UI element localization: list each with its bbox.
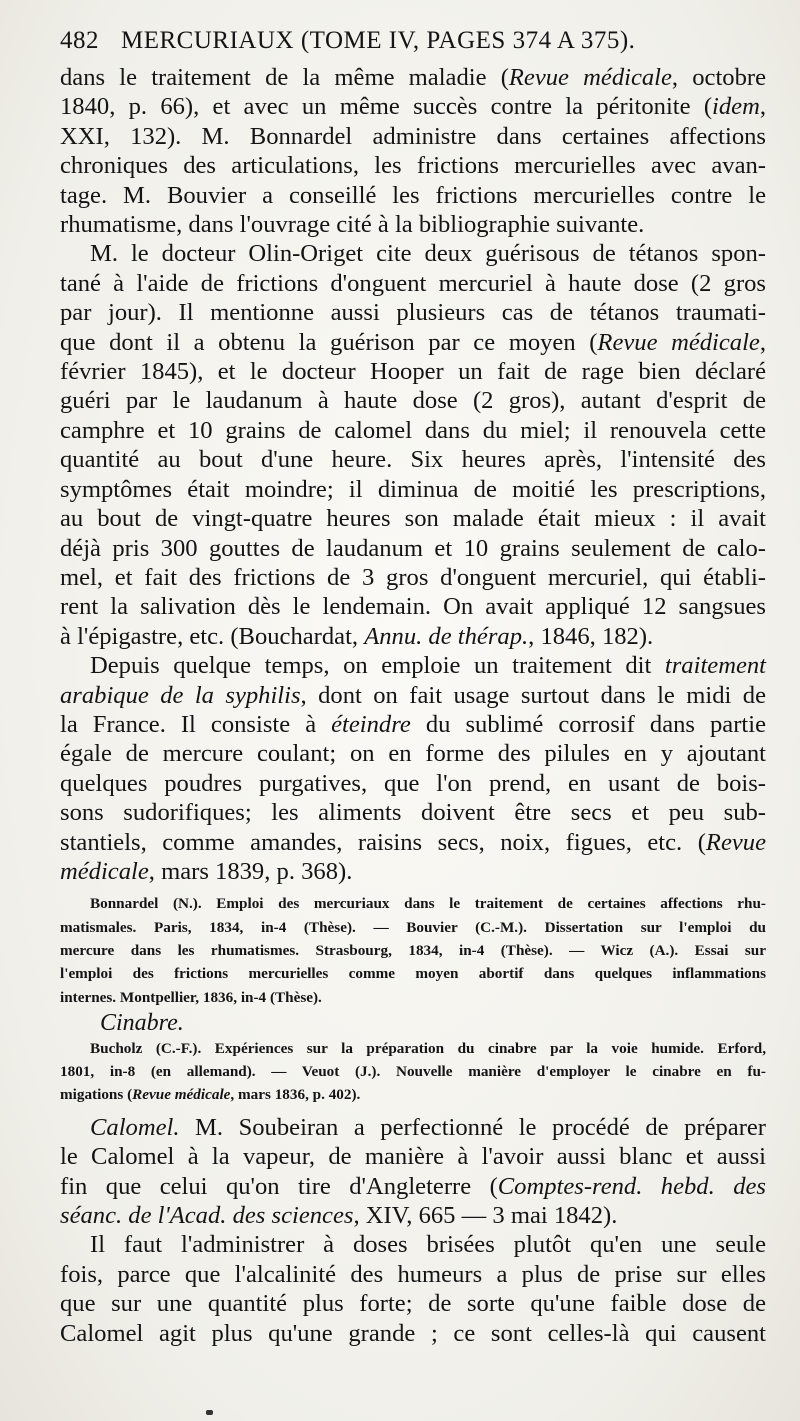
text: M. le docteur Olin-Origet cite deux guérisous de tétanos spon- (90, 240, 766, 268)
italic-text: médicale (60, 857, 149, 885)
text: XXI, 132). M. Bonnardel administre dans certaines affections (60, 122, 766, 150)
text: tage. M. Bouvier a conseillé les frictions mercurielles contre le (60, 181, 766, 209)
text: internes. Montpellier, 1836, in-4 (Thèse). (60, 988, 322, 1006)
italic-text: Revue (705, 828, 766, 856)
running-header (60, 27, 770, 55)
running-title: MERCURIAUX (TOME IV, PAGES 374 A 375). (121, 27, 636, 54)
text-line (60, 1060, 766, 1083)
text: mel, et fait des frictions de 3 gros d'onguent mercuriel, qui établi- (60, 563, 766, 591)
text: , (759, 328, 766, 356)
text: camphre et 10 grains de calomel dans du miel; il renouvela cette (60, 416, 766, 444)
text: , octobre (671, 64, 766, 91)
bibliography-mercuriaux (60, 892, 766, 1008)
text: tané à l'aide de frictions d'onguent mercuriel à haute dose (2 gros (60, 269, 766, 297)
text-line (60, 892, 766, 915)
page-number: 482 (60, 27, 99, 54)
text-line (60, 416, 766, 445)
text-line (60, 916, 766, 939)
paragraph-3 (60, 651, 766, 886)
text-line (60, 1037, 766, 1060)
text-line (60, 122, 766, 151)
text-line (60, 1260, 766, 1289)
text: stantiels, comme amandes, raisins secs, noix, figues, etc. ( (60, 828, 706, 856)
text-line (60, 386, 766, 415)
text-line (60, 939, 766, 962)
text-line (60, 857, 766, 886)
text: mercure dans les rhumatismes. Strasbourg, 1834, in-4 (Thèse). — Wicz (A.). Essai sur (60, 941, 766, 959)
text: Calomel agit plus qu'une grande ; ce sont celles-là qui causent (60, 1319, 766, 1347)
text: dans le traitement de la même maladie ( (60, 64, 509, 91)
page-body (60, 63, 766, 1348)
text: , mars 1836, p. 402). (230, 1086, 361, 1104)
text-line (60, 622, 766, 651)
text-line (60, 962, 766, 985)
text: fois, parce que l'alcalinité des humeurs a plus de prise sur elles (60, 1260, 766, 1288)
text: M. Soubeiran a perfectionné le procédé de préparer (179, 1113, 766, 1141)
text-line (60, 445, 766, 474)
ink-speck (206, 1410, 213, 1415)
text-line (60, 210, 766, 239)
italic-text: idem (712, 93, 760, 121)
text-line (60, 739, 766, 768)
text: fin que celui qu'on tire d'Angleterre ( (60, 1172, 498, 1200)
text: Bucholz (C.-F.). Expériences sur la préparation du cinabre par la voie humide. Erford, (90, 1039, 766, 1057)
italic-text: Annu. de thérap. (364, 622, 529, 650)
text: déjà pris 300 gouttes de laudanum et 10 grains seulement de calo- (60, 534, 766, 562)
text-line (60, 986, 766, 1009)
text-line (60, 828, 766, 857)
italic-text: Comptes-rend. hebd. des (497, 1172, 766, 1200)
text: que sur une quantité plus forte; de sorte qu'une faible dose de (60, 1290, 766, 1318)
text-line (60, 534, 766, 563)
text: , dont on fait usage surtout dans le midi de (300, 681, 766, 709)
text: au bout de vingt-quatre heures son malade était mieux : il avait (60, 505, 766, 533)
text-line (60, 769, 766, 798)
italic-text: Revue médicale (508, 64, 672, 91)
text: migations ( (60, 1086, 133, 1104)
section-heading-cinabre: Cinabre. (100, 1009, 184, 1036)
paragraph-5 (60, 1230, 766, 1348)
text-line (60, 1289, 766, 1318)
text-line (60, 298, 766, 327)
text-line (60, 92, 766, 121)
text: quelques poudres purgatives, que l'on prend, en usant de bois- (60, 769, 766, 797)
text-line (60, 181, 766, 210)
text: chroniques des articulations, les frictions mercurielles avec avan- (60, 152, 766, 180)
text: sons sudorifiques; les aliments doivent être secs et peu sub- (60, 799, 766, 827)
text-line (60, 239, 766, 268)
text-line (60, 563, 766, 592)
italic-text: Revue médicale (132, 1086, 231, 1104)
text-line (60, 1083, 766, 1106)
text: Il faut l'administrer à doses brisées plutôt qu'en une seule (90, 1231, 766, 1259)
text: , XIV, 665 — 3 mai 1842). (353, 1201, 618, 1229)
text: l'emploi des frictions mercurielles comme moyen abortif dans quelques inflammations (60, 965, 766, 983)
text-line (60, 710, 766, 739)
text: à l'épigastre, etc. (Bouchardat, (60, 622, 365, 650)
text: guéri par le laudanum à haute dose (2 gros), autant d'esprit de (60, 387, 766, 415)
paragraph-1 (60, 63, 766, 239)
text-line (60, 1230, 766, 1259)
text-line (60, 681, 766, 710)
text: matismales. Paris, 1834, in-4 (Thèse). — Bouvier (C.-M.). Dissertation sur l'emploi du (60, 918, 766, 936)
text-line (60, 357, 766, 386)
text: 1801, in-8 (en allemand). — Veuot (J.). Nouvelle manière d'employer le cinabre en fu- (60, 1063, 766, 1081)
text-line (60, 269, 766, 298)
text-line (60, 63, 766, 92)
text: rent la salivation dès le lendemain. On avait appliqué 12 sangsues (60, 593, 766, 621)
bibliography-cinabre (60, 1037, 766, 1107)
italic-text: arabique de la syphilis (60, 681, 301, 709)
text: Bonnardel (N.). Emploi des mercuriaux dans le traitement de certaines affections rhu- (90, 895, 766, 913)
text: , (759, 93, 766, 121)
text-line (60, 798, 766, 827)
text: que dont il a obtenu la guérison par ce moyen ( (60, 328, 598, 356)
text-line (60, 1201, 766, 1230)
text: symptômes était moindre; il diminua de moitié les prescriptions, (60, 475, 766, 503)
italic-text: séanc. de l'Acad. des sciences (60, 1201, 354, 1229)
text: le Calomel à la vapeur, de manière à l'avoir aussi blanc et aussi (60, 1143, 766, 1171)
text-line (60, 151, 766, 180)
text: égale de mercure coulant; on en forme des pilules en y ajoutant (60, 740, 766, 768)
paragraph-calomel (60, 1113, 766, 1231)
text: , 1846, 182). (528, 622, 654, 650)
text: rhumatisme, dans l'ouvrage cité à la bibliographie suivante. (60, 211, 645, 239)
text-line (60, 504, 766, 533)
italic-text: Calomel. (90, 1113, 180, 1141)
italic-text: traitement (664, 652, 766, 680)
text-line (60, 1113, 766, 1142)
text-line (60, 328, 766, 357)
text-line (60, 651, 766, 680)
paragraph-2 (60, 239, 766, 651)
text: Depuis quelque temps, on emploie un traitement dit (90, 652, 665, 680)
text: quantité au bout d'une heure. Six heures après, l'intensité des (60, 446, 766, 474)
italic-text: éteindre (331, 710, 411, 738)
text: du sublimé corrosif dans partie (410, 710, 766, 738)
text-line (60, 475, 766, 504)
text: février 1845), et le docteur Hooper un fait de rage bien déclaré (60, 358, 766, 386)
text-line (60, 1142, 766, 1171)
text-line (60, 1172, 766, 1201)
text: la France. Il consiste à (60, 710, 332, 738)
text: par jour). Il mentionne aussi plusieurs cas de tétanos traumati- (60, 299, 766, 327)
italic-text: Revue médicale (597, 328, 760, 356)
text: , mars 1839, p. 368). (148, 857, 353, 885)
text-line (60, 592, 766, 621)
text: 1840, p. 66), et avec un même succès contre la péritonite ( (60, 93, 713, 121)
text-line (60, 1319, 766, 1348)
